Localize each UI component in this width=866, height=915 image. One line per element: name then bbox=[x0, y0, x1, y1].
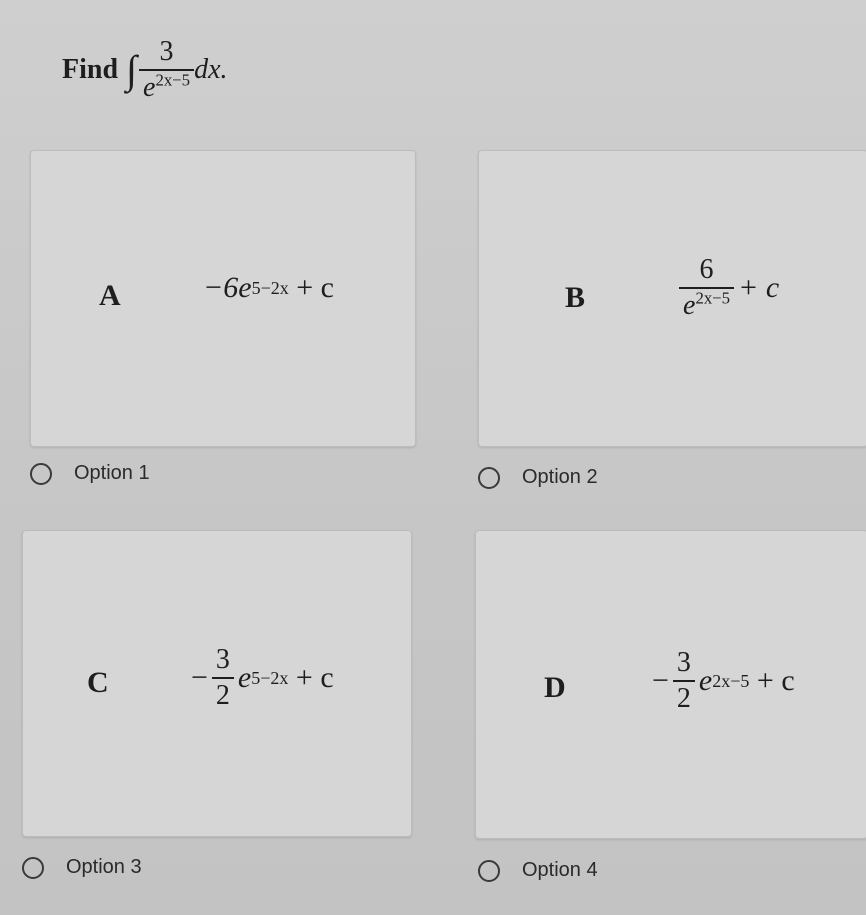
expr-c-base: e bbox=[237, 661, 252, 694]
option-1-label: Option 1 bbox=[74, 462, 150, 484]
answer-expression-b bbox=[675, 256, 779, 320]
answer-letter-c: C bbox=[87, 666, 109, 699]
question-find-label: Find bbox=[62, 54, 119, 85]
answer-expression-a: −6 e 5−2x + c bbox=[203, 271, 334, 304]
question-denominator-exponent: 2x−5 bbox=[155, 70, 191, 90]
question-denominator-base: e bbox=[143, 72, 156, 103]
answer-expression-c: − $\frac{3}{2}$ e 5−2x + c bbox=[191, 644, 334, 711]
expr-b-fraction bbox=[679, 256, 734, 320]
answer-letter-b: B bbox=[565, 281, 586, 314]
answer-letter-d: D bbox=[544, 671, 566, 704]
answer-card-a[interactable] bbox=[30, 150, 416, 447]
expr-b-denominator bbox=[679, 288, 734, 321]
fraction-bar bbox=[673, 680, 695, 682]
option-4-label: Option 4 bbox=[522, 859, 598, 881]
expr-d-fraction bbox=[673, 649, 695, 713]
expr-d-suffix: + c bbox=[756, 664, 795, 697]
radio-button-4[interactable] bbox=[478, 860, 500, 882]
option-1[interactable] bbox=[30, 462, 150, 485]
integral-sign: ∫ bbox=[126, 47, 137, 92]
expr-c-numerator: 3 bbox=[215, 644, 230, 675]
question-numerator: 3 bbox=[159, 36, 174, 67]
expr-a-suffix: + c bbox=[296, 271, 334, 304]
answer-card-d[interactable] bbox=[475, 530, 866, 839]
answer-card-b[interactable] bbox=[478, 150, 866, 447]
expr-d-base: e bbox=[698, 664, 713, 697]
expr-b-suffix: + c bbox=[738, 271, 780, 304]
option-4[interactable] bbox=[478, 859, 598, 882]
fraction-bar bbox=[212, 677, 234, 679]
expr-d-denominator: 2 bbox=[676, 683, 691, 714]
option-3[interactable] bbox=[22, 856, 142, 879]
option-2[interactable] bbox=[478, 466, 598, 489]
expr-b-den-base: e bbox=[683, 290, 696, 321]
expr-c-sign: − bbox=[191, 661, 208, 694]
radio-button-2[interactable] bbox=[478, 467, 500, 489]
question-fraction bbox=[139, 38, 194, 102]
expr-a-base: e bbox=[238, 271, 252, 304]
expr-b-numerator: 6 bbox=[699, 254, 714, 285]
answer-letter-a: A bbox=[99, 279, 121, 312]
answer-expression-d: − $\frac{3}{2}$ e 2x−5 + c bbox=[652, 647, 795, 714]
expr-c-denominator: 2 bbox=[215, 680, 230, 711]
expr-d-sign: − bbox=[652, 664, 669, 697]
radio-button-1[interactable] bbox=[30, 463, 52, 485]
answer-card-c[interactable] bbox=[22, 530, 412, 837]
radio-button-3[interactable] bbox=[22, 857, 44, 879]
question-differential: dx. bbox=[194, 54, 228, 85]
option-3-label: Option 3 bbox=[66, 856, 142, 878]
expr-d-numerator: 3 bbox=[676, 647, 691, 678]
expr-a-prefix: −6 bbox=[203, 271, 239, 304]
expr-c-fraction bbox=[212, 646, 234, 710]
option-2-label: Option 2 bbox=[522, 466, 598, 488]
expr-b-den-exponent: 2x−5 bbox=[695, 288, 731, 308]
question-denominator bbox=[139, 70, 194, 103]
expr-c-suffix: + c bbox=[295, 661, 334, 694]
question-prompt bbox=[62, 30, 228, 110]
